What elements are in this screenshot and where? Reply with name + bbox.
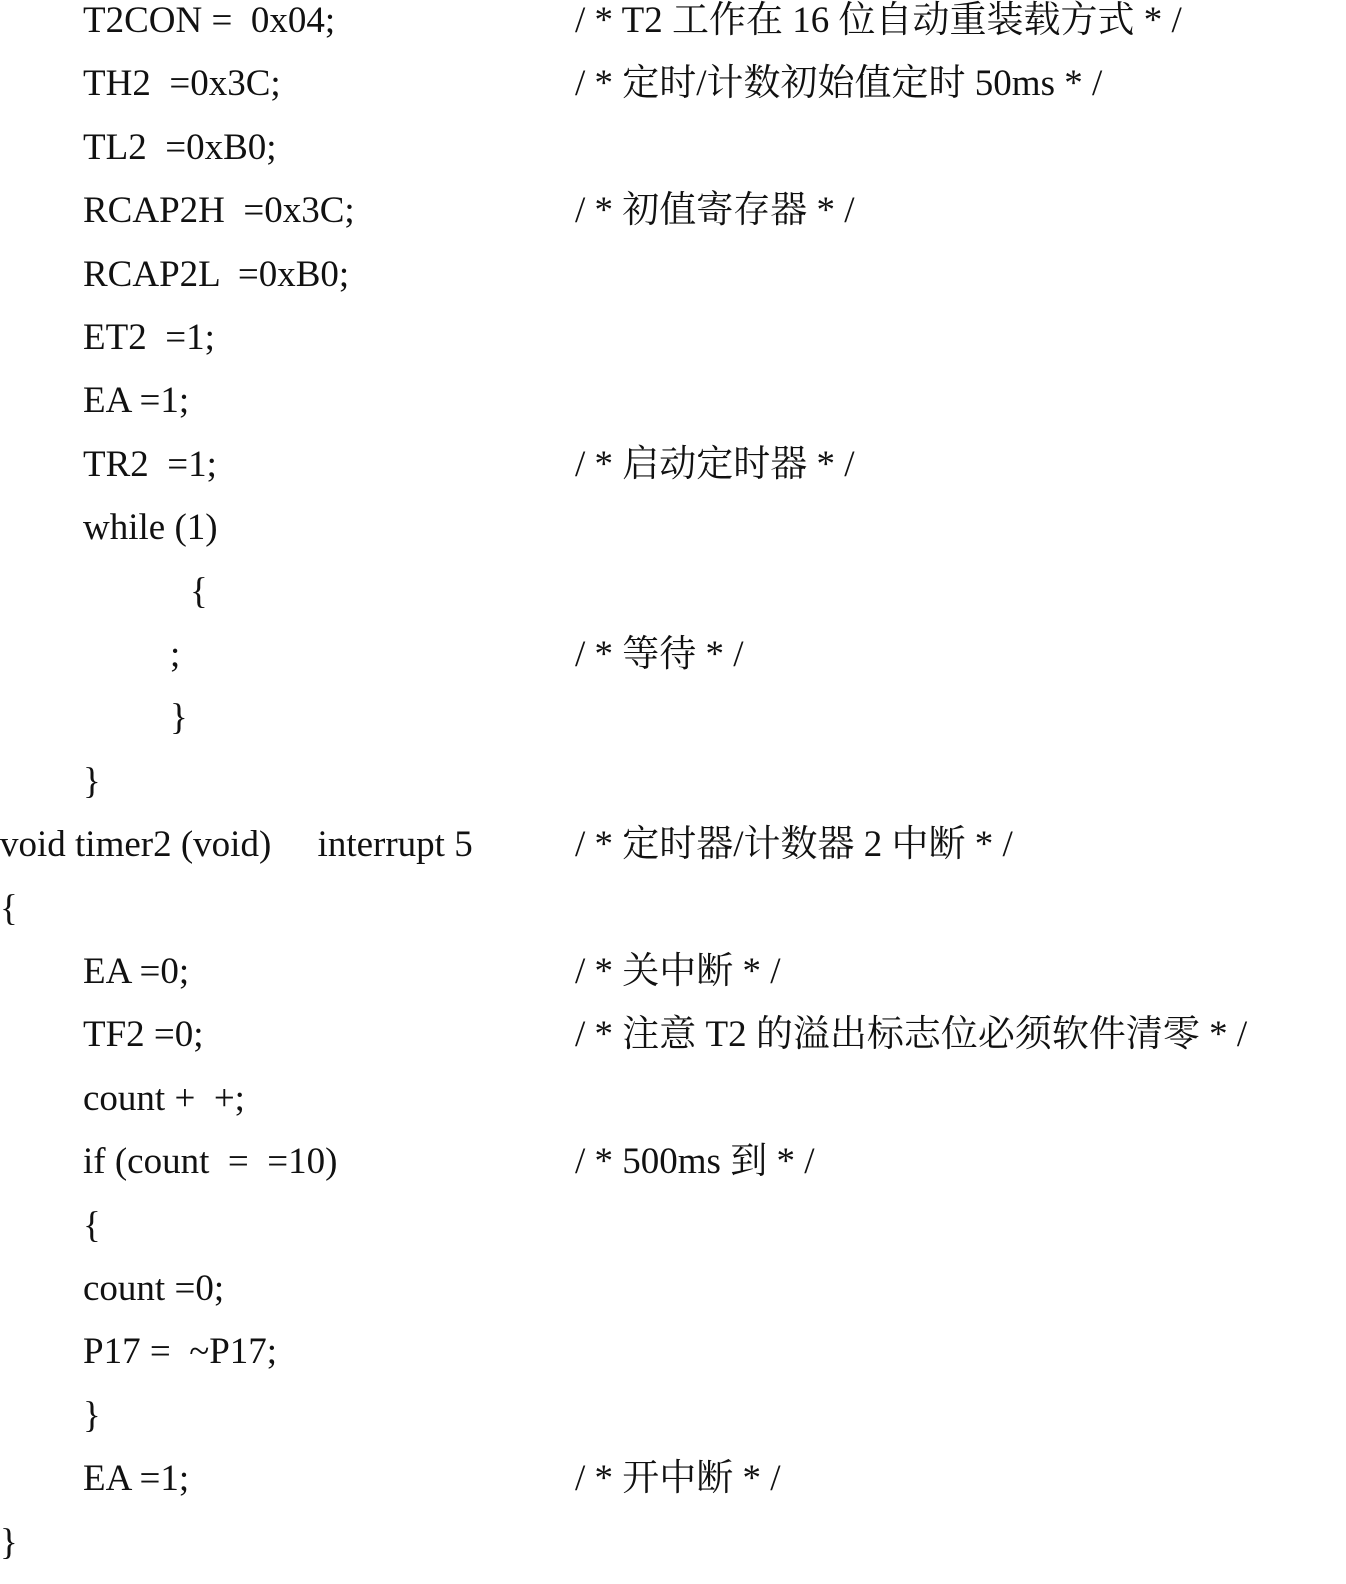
code-text: TH2 =0x3C; (83, 63, 281, 105)
code-line (0, 1267, 1346, 1330)
code-line (0, 1013, 1346, 1076)
code-comment: / * 关中断 * / (575, 951, 781, 992)
code-line (0, 0, 1346, 62)
code-text: T2CON = 0x04; (83, 0, 336, 41)
code-line (0, 379, 1346, 442)
code-line (0, 126, 1346, 189)
code-line (0, 633, 1346, 696)
code-line (0, 696, 1346, 759)
code-comment: / * T2 工作在 16 位自动重装载方式 * / (575, 0, 1182, 41)
code-line (0, 1140, 1346, 1203)
code-line (0, 316, 1346, 379)
code-line (0, 887, 1346, 950)
code-text: { (0, 887, 18, 929)
code-line (0, 253, 1346, 316)
code-line (0, 760, 1346, 823)
code-line (0, 443, 1346, 506)
code-text: EA =1; (83, 380, 190, 422)
code-text: EA =0; (83, 951, 190, 992)
code-comment: / * 初值寄存器 * / (575, 190, 855, 232)
code-text: } (83, 760, 101, 802)
code-comment: / * 定时器/计数器 2 中断 * / (575, 824, 1013, 866)
code-text: } (0, 1521, 18, 1563)
code-text: RCAP2L =0xB0; (83, 253, 350, 295)
code-line (0, 1457, 1346, 1520)
code-text: if (count = =10) (83, 1141, 338, 1183)
code-text: TR2 =1; (83, 443, 217, 485)
code-text: void timer2 (void) interrupt 5 (0, 824, 473, 866)
code-line (0, 1330, 1346, 1393)
code-text: ET2 =1; (83, 317, 215, 358)
code-text: EA =1; (83, 1458, 190, 1500)
code-comment: / * 等待 * / (575, 634, 744, 675)
code-line (0, 950, 1346, 1013)
code-text: RCAP2H =0x3C; (83, 190, 355, 232)
code-line (0, 1077, 1346, 1140)
code-line (0, 1521, 1346, 1584)
code-line (0, 1204, 1346, 1267)
code-comment: / * 开中断 * / (575, 1458, 781, 1500)
code-comment: / * 500ms 到 * / (575, 1141, 815, 1183)
code-text: TL2 =0xB0; (83, 126, 277, 168)
code-comment: / * 启动定时器 * / (575, 443, 855, 485)
code-text: P17 = ~P17; (83, 1331, 278, 1373)
code-text: while (1) (83, 507, 218, 549)
code-text: } (83, 1394, 101, 1436)
code-line (0, 506, 1346, 569)
code-text: count =0; (83, 1268, 225, 1309)
code-line (0, 62, 1346, 125)
code-line (0, 570, 1346, 633)
code-text: TF2 =0; (83, 1014, 204, 1056)
code-text: { (83, 1204, 101, 1246)
code-comment: / * 注意 T2 的溢出标志位必须软件清零 * / (575, 1014, 1248, 1056)
code-text: } (170, 697, 188, 739)
code-text: count + +; (83, 1077, 245, 1119)
code-text: { (190, 570, 208, 612)
code-line (0, 823, 1346, 886)
code-line (0, 189, 1346, 252)
code-line (0, 1394, 1346, 1457)
code-text: ; (170, 634, 181, 675)
code-comment: / * 定时/计数初始值定时 50ms * / (575, 63, 1103, 105)
